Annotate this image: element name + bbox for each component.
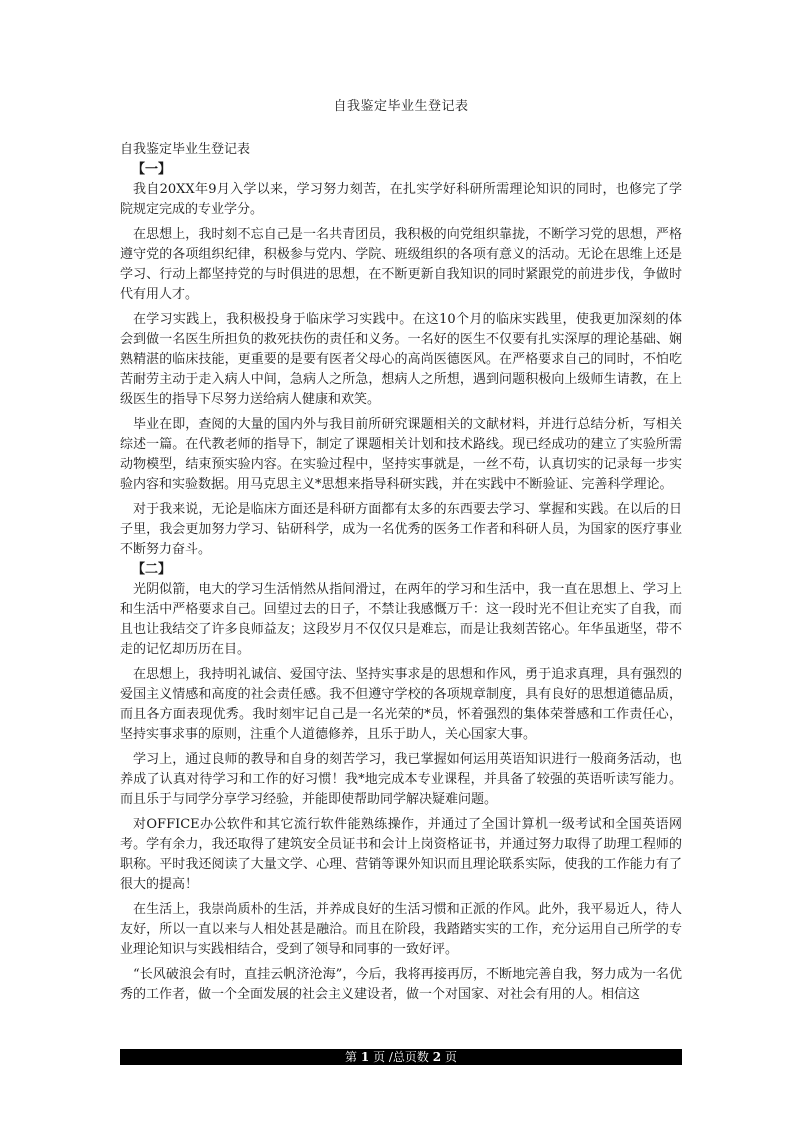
paragraph: 在学习实践上，我积极投身于临床学习实践中。在这10个月的临床实践里，使我更加深刻的体会到做一名医生所担负的救死扶伤的责任和义务。一名好的医生不仅要有扎实深厚的理论基础、娴熟精湛的临床技能，更重要的是要有医者父母心的高尚医德医风。在严格要求自己的同时，不怕吃苦耐劳主动于走入病人中间，急病人之所急，想病人之所想，遇到问题积极向上级师生请教，在上级医生的指导下尽努力送给病人健康和欢笑。 [120, 312, 682, 407]
paragraph: 我自20XX年9月入学以来，学习努力刻苦，在扎实学好科研所需理论知识的同时，也修完了学院规定完成的专业学分。 [120, 182, 682, 217]
footer-current-page: 1 [360, 1050, 370, 1064]
document-title: 自我鉴定毕业生登记表 [333, 99, 469, 114]
footer-total-pages: 2 [432, 1050, 442, 1064]
footer-middle: 页 /总页数 [373, 1050, 429, 1064]
section-one [120, 160, 682, 560]
paragraph: “长风破浪会有时，直挂云帆济沧海”，今后，我将再接再厉，不断地完善自我，努力成为一名优秀的工作者，做一个全面发展的社会主义建设者，做一个对国家、对社会有用的人。相信这 [120, 967, 682, 1002]
document-body [120, 140, 682, 1005]
section-two [120, 560, 682, 1005]
paragraph: 对于我来说，无论是临床方面还是科研方面都有太多的东西要去学习、掌握和实践。在以后的日子里，我会更加努力学习、钻研科学，成为一名优秀的医务工作者和科研人员，为国家的医疗事业不断努力奋斗。 [120, 502, 682, 557]
paragraph: 毕业在即，查阅的大量的国内外与我目前所研究课题相关的文献材料，并进行总结分析，写相关综述一篇。在代教老师的指导下，制定了课题相关计划和技术路线。现已经成功的建立了实验所需动物模型，结束预实验内容。在实验过程中，坚持实事就是，一丝不苟，认真切实的记录每一步实验内容和实验数据。用马克思主义*思想来指导科研实践，并在实践中不断验证、完善科学理论。 [120, 417, 682, 492]
footer-suffix: 页 [444, 1050, 457, 1064]
paragraph: 对OFFICE办公软件和其它流行软件能熟练操作，并通过了全国计算机一级考试和全国英语网考。学有余力，我还取得了建筑安全员证书和会计上岗资格证书，并通过努力取得了助理工程师的职称。平时我还阅读了大量文学、心理、营销等课外知识而且理论联系实际，使我的工作能力有了很大的提高！ [120, 817, 682, 892]
paragraph: 在思想上，我时刻不忘自己是一名共青团员，我积极的向党组织靠拢，不断学习党的思想，严格遵守党的各项组织纪律，积极参与党内、学院、班级组织的各项有意义的活动。无论在思维上还是学习、行动上都坚持党的与时俱进的思想，在不断更新自我知识的同时紧跟党的前进步伐，争做时代有用人才。 [120, 227, 682, 302]
footer-prefix: 第 [345, 1050, 358, 1064]
paragraph: 在生活上，我崇尚质朴的生活，并养成良好的生活习惯和正派的作风。此外，我平易近人，待人友好，所以一直以来与人相处甚是融洽。而且在阶段，我踏踏实实的工作，充分运用自己所学的专业理论知识与实践相结合，受到了领导和同事的一致好评。 [120, 902, 682, 957]
page-footer [120, 1049, 682, 1065]
section-header: 【一】 [132, 162, 172, 177]
paragraph: 光阴似箭，电大的学习生活悄然从指间滑过，在两年的学习和生活中，我一直在思想上、学习上和生活中严格要求自己。回望过去的日子，不禁让我感慨万千：这一段时光不但让充实了自我，而且也让我结交了许多良师益友；这段岁月不仅仅只是难忘，而是让我刻苦铭心。年华虽逝坚，带不走的记忆却历历在目。 [120, 582, 682, 657]
paragraph: 在思想上，我持明礼诚信、爱国守法、坚持实事求是的思想和作风，勇于追求真理，具有强烈的爱国主义情感和高度的社会责任感。我不但遵守学校的各项规章制度，具有良好的思想道德品质，而且各方面表现优秀。我时刻牢记自己是一名光荣的*员，怀着强烈的集体荣誉感和工作责任心，坚持实事求事的原则，注重个人道德修养，且乐于助人，关心国家大事。 [120, 667, 682, 742]
section-header: 【二】 [132, 562, 172, 577]
document-subtitle: 自我鉴定毕业生登记表 [120, 142, 251, 157]
paragraph: 学习上，通过良师的教导和自身的刻苦学习，我已掌握如何运用英语知识进行一般商务活动，也养成了认真对待学习和工作的好习惯！我*地完成本专业课程，并具备了较强的英语听读写能力。而且乐于与同学分享学习经验，并能即使帮助同学解决疑难问题。 [120, 752, 682, 807]
